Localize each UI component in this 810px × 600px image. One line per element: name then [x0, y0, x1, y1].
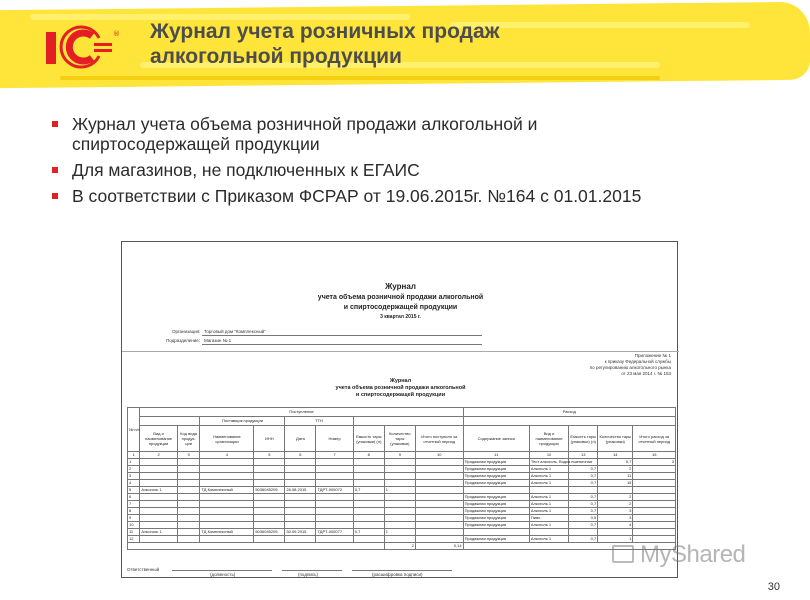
page-number: 30: [767, 581, 780, 593]
doc-title: Журнал: [385, 282, 416, 291]
table-row: 8 Продажная продукция Алкоголь 1 0,7 3: [128, 508, 676, 515]
title-line-2: алкогольной продукции: [150, 45, 402, 68]
journal-document: Журнал учета объема розничной продажи алкогольной и спиртосодержащей продукции 3 квартал 2015 г. Организация: Торговый дом "Комплексный" Подразделение: Магазин № 1 Приложение № 1 к приказу Федеральной службы по регулированию алкогольного рынка от 23 мая 2014 г. № 153 Журнал учета объема розничной продажи алкогольной и спиртосодержащей продукции № п/п Поступление Расход Поставщик продукции ТТН Вид и наименование продукции Код вида продук-ции Наименование организации ИНН Дата Номер Емкость тары (упаковки) (л) Количество тары (упаковки) Итого поступило за отчетный период Содержание записи Вид и наименование продукции Емкость тары (упаковки) (л) Количество тары (упаковки) Итого расход за отчетный период 1 2 3 4 5 6 7 8 9 10 11 12 13 14 15 1 Продажная продукция Тест алкоголь, Водка пшеничная 0,7 3 2 Продажная продукция Алкоголь 1 0,7 2 3 Продажная продукция Алкоголь 1 0,7 11 4 Продажная продукция Алкоголь 1 0,7 15 5 Алкоголь 1 ТД Комплексный 5036045205 26.08.2015 ТДРТ-000072 0,7 1 6 Продажная продукция Алкоголь 1 0,7 2 7 Продажная продукция Алкоголь 1 0,7 2 8 Продажная продукция Алкоголь 1 0,7 3 9 Продажная продукция Пиво 0,5 3 10 Продажная продукция Алкоголь 1 0,7 4 11 Алкоголь 1 ТД Комплексный 5036045205 30.09.2015 ТДРТ-000077 0,7 1 12 Продажная продукция Алкоголь 1 0,7 1 2 0,14 Ответственный (должность) (подпись) (расшифровка подписи): [121, 241, 678, 578]
bullet-square-icon: [52, 167, 58, 173]
org-value: Торговый дом "Комплексный": [204, 329, 266, 334]
table-row: 3 Продажная продукция Алкоголь 1 0,7 11: [128, 473, 676, 480]
table-row: 4 Продажная продукция Алкоголь 1 0,7 15: [128, 480, 676, 487]
org-label: Организация:: [172, 329, 201, 334]
svg-text:®: ®: [113, 30, 120, 38]
doc-subtitle-1: учета объема розничной продажи алкогольной: [317, 294, 484, 301]
bullet-list: [50, 114, 770, 212]
journal-table: [127, 407, 676, 550]
watermark: MyShared: [612, 541, 772, 571]
table-row: 2 Продажная продукция Алкоголь 1 0,7 2: [128, 466, 676, 473]
table-row: 7 Продажная продукция Алкоголь 1 0,7 2: [128, 501, 676, 508]
table-subgroup-header: Поставщик продукции ТТН: [128, 417, 676, 426]
doc-period: 3 квартал 2015 г.: [380, 314, 421, 320]
slide-title: [150, 19, 500, 69]
title-line-1: Журнал учета розничных продаж: [150, 20, 500, 43]
bullet-item: В соответствии с Приказом ФСРАР от 19.06.2015г. №164 с 01.01.2015: [50, 186, 770, 206]
dept-value: Магазин № 1: [204, 338, 232, 343]
presentation-icon: [612, 545, 634, 563]
signature-label: Ответственный: [127, 567, 160, 572]
doc-subtitle-2: и спиртосодержащей продукции: [343, 304, 458, 311]
table-row: 11 Алкоголь 1 ТД Комплексный 5036045205 30.09.2015 ТДРТ-000077 0,7 1: [128, 529, 676, 536]
bullet-item: Для магазинов, не подключенных к ЕГАИС: [50, 160, 770, 180]
bullet-square-icon: [52, 193, 58, 199]
table-row: 6 Продажная продукция Алкоголь 1 0,7 2: [128, 494, 676, 501]
dept-label: Подразделение:: [166, 338, 201, 343]
1c-logo-icon: [44, 26, 120, 68]
inner-title: Журнал: [389, 378, 412, 384]
table-row: 1 Продажная продукция Тест алкоголь, Водка пшеничная 0,7 3: [129, 459, 674, 464]
bullet-item: Журнал учета объема розничной продажи алкогольной и спиртосодержащей продукции: [50, 114, 770, 154]
table-row: 10 Продажная продукция Алкоголь 1 0,7 4: [128, 522, 676, 529]
table-row: 9 Продажная продукция Пиво 0,5 3: [128, 515, 676, 522]
table-row: 12 Продажная продукция Алкоголь 1 0,7 1: [128, 536, 676, 543]
table-group-header: № п/п Поступление Расход: [128, 408, 676, 417]
table-total-row: 2 0,14: [128, 543, 676, 550]
table-row: 5 Алкоголь 1 ТД Комплексный 5036045205 26.08.2015 ТДРТ-000072 0,7 1: [128, 487, 676, 494]
table-column-numbers: 1 2 3 4 5 6 7 8 9 10 11 12 13 14 15: [128, 452, 676, 459]
bullet-square-icon: [52, 121, 58, 127]
table-column-header: Вид и наименование продукции Код вида продук-ции Наименование организации ИНН Дата Номер Емкость тары (упаковки) (л) Количество тары (упаковки) Итого поступило за отчетный период Содержание записи Вид и наименование продукции Емкость тары (упаковки) (л) Количество тары (упаковки) Итого расход за отчетный период: [128, 426, 676, 452]
